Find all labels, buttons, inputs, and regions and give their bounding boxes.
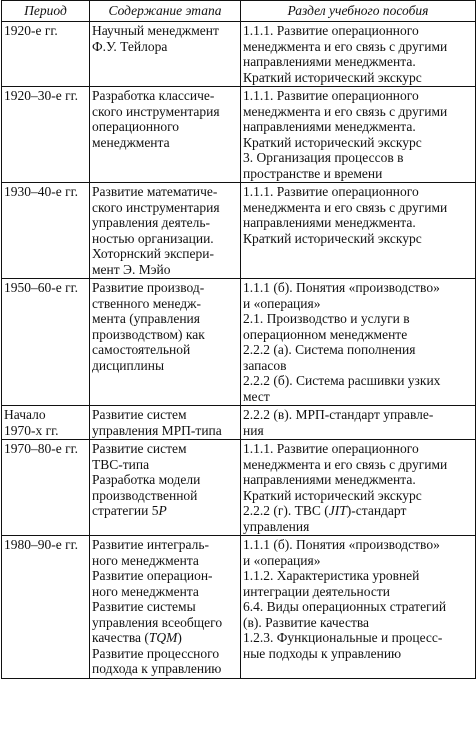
period-cell-line: 1930–40-е гг. [4, 184, 79, 199]
header-section: Раздел учебного пособия [241, 1, 476, 22]
content-cell-line: ственного менедж- [92, 295, 201, 311]
section-cell-line: (в). Развитие качества [243, 614, 370, 630]
section-cell-line: 1.1.1 (б). Понятия «производство» [243, 537, 440, 552]
header-row [2, 1, 476, 22]
content-cell-line: Разработка модели [92, 472, 201, 487]
content-cell-line: управления деятель- [92, 215, 211, 230]
table-row [2, 183, 476, 279]
content-cell-line: ного менеджмента [92, 552, 199, 568]
content-cell-line: Развитие процессного [92, 645, 220, 661]
section-cell-line: ные подходы к управлению [243, 645, 402, 661]
header-content: Содержание этапа [90, 1, 241, 22]
section-cell-line: 2.2.2 (в). МРП-стандарт управле- [243, 407, 434, 422]
section-cell-line: ния [243, 422, 264, 438]
section-cell-line: Краткий исторический экскурс [243, 230, 422, 246]
section-cell-line: 1.1.1. Развитие операционного [243, 441, 419, 456]
section-cell-line: мест [243, 388, 270, 404]
content-cell-line: Развитие системы [92, 599, 196, 614]
section-cell-line: направлениями менеджмента. [243, 119, 416, 134]
content-cell-line: Разработка классиче- [92, 88, 215, 103]
content-cell-line: Развитие систем [92, 407, 187, 422]
period-cell-line: 1970–80-е гг. [4, 441, 79, 456]
content-cell-line: качества (TQM) [92, 630, 182, 645]
period-cell-line: 1980–90-е гг. [4, 537, 79, 552]
content-cell-line: ТВС-типа [92, 456, 150, 472]
period-cell [2, 183, 90, 279]
content-cell-line: Развитие математиче- [92, 184, 218, 199]
section-cell-line: и «операция» [243, 552, 321, 568]
section-cell [241, 22, 476, 87]
content-cell-line: управления всеобщего [92, 614, 223, 630]
section-cell-line: 1.2.3. Функциональные и процесс- [243, 630, 443, 645]
content-cell-line: операционного [92, 119, 180, 134]
table-row [2, 22, 476, 87]
section-cell-line: менеджмента и его связь с другими [243, 456, 448, 472]
section-cell-line: 2.2.2 (б). Система расшивки узких [243, 373, 441, 388]
content-cell-line: дисциплины [92, 357, 165, 373]
section-cell-line: 1.1.1 (б). Понятия «производство» [243, 280, 440, 295]
content-cell-line: ского инструментария [92, 103, 220, 119]
content-cell-line: Развитие производ- [92, 280, 205, 295]
section-cell-line: 2.2.2 (г). ТВС (JIT)-стандарт [243, 503, 407, 518]
section-cell-line: 2.1. Производство и услуги в [243, 311, 410, 326]
content-cell-line: менеджмента [92, 134, 170, 150]
header-period: Период [2, 1, 90, 22]
table-row [2, 406, 476, 440]
content-cell-line: Развитие операцион- [92, 568, 213, 583]
section-cell [241, 536, 476, 679]
content-cell-line: мент Э. Мэйо [92, 261, 171, 277]
period-cell [2, 279, 90, 406]
section-cell-line: операционном менеджменте [243, 326, 408, 342]
content-cell-line: управления МРП-типа [92, 422, 222, 438]
period-cell-line: 1920–30-е гг. [4, 88, 79, 103]
period-cell [2, 536, 90, 679]
content-cell-line: производством) как [92, 326, 205, 342]
section-cell-line: направлениями менеджмента. [243, 54, 416, 69]
section-cell-line: 3. Организация процессов в [243, 150, 404, 165]
content-cell-line: Развитие систем [92, 441, 187, 456]
content-cell-line: Хоторнский экспери- [92, 246, 214, 261]
content-cell-line: самостоятельной [92, 342, 191, 357]
period-cell-line: 1950–60-е гг. [4, 280, 79, 295]
section-cell-line: пространстве и времени [243, 165, 383, 181]
content-cell-line: стратегии 5P [92, 503, 167, 518]
table-body [2, 22, 476, 679]
section-cell-line: менеджмента и его связь с другими [243, 38, 448, 54]
section-cell-line: 6.4. Виды операционных стратегий [243, 599, 447, 614]
table-row [2, 87, 476, 183]
section-cell [241, 279, 476, 406]
section-cell-line: 2.2.2 (а). Система пополнения [243, 342, 416, 357]
content-cell-line: ского инструментария [92, 199, 220, 215]
content-cell [90, 87, 241, 183]
content-cell-line: мента (управления [92, 311, 200, 326]
section-cell-line: направлениями менеджмента. [243, 472, 416, 487]
content-cell-line: производственной [92, 487, 198, 503]
content-cell-line: Развитие интеграль- [92, 537, 210, 552]
section-cell-line: Краткий исторический экскурс [243, 487, 422, 503]
section-cell-line: направлениями менеджмента. [243, 215, 416, 230]
section-cell [241, 406, 476, 440]
content-cell [90, 440, 241, 536]
content-cell [90, 22, 241, 87]
period-cell [2, 406, 90, 440]
content-cell [90, 183, 241, 279]
history-table [1, 0, 476, 679]
section-cell-line: менеджмента и его связь с другими [243, 199, 448, 215]
section-cell-line: 1.1.1. Развитие операционного [243, 88, 419, 103]
section-cell-line: запасов [243, 357, 287, 373]
section-cell-line: 1.1.1. Развитие операционного [243, 184, 419, 199]
period-cell-line: 1970-х гг. [4, 422, 59, 438]
section-cell-line: и «операция» [243, 295, 321, 311]
content-cell-line: ного менеджмента [92, 583, 199, 599]
section-cell [241, 440, 476, 536]
section-cell-line: управления [243, 518, 310, 534]
period-cell [2, 87, 90, 183]
section-cell-line: Краткий исторический экскурс [243, 134, 422, 150]
content-cell [90, 406, 241, 440]
period-cell-line: 1920-е гг. [4, 23, 58, 38]
content-cell-line: Научный менеджмент [92, 23, 219, 38]
period-cell [2, 440, 90, 536]
section-cell-line: интеграции деятельности [243, 583, 390, 599]
section-cell-line: 1.1.1. Развитие операционного [243, 23, 419, 38]
period-cell [2, 22, 90, 87]
section-cell [241, 87, 476, 183]
table-row [2, 440, 476, 536]
content-cell-line: ностью организации. [92, 230, 214, 246]
table-row [2, 279, 476, 406]
section-cell [241, 183, 476, 279]
content-cell-line: Ф.У. Тейлора [92, 38, 168, 54]
content-cell-line: подхода к управлению [92, 661, 222, 676]
section-cell-line: Краткий исторический экскурс [243, 69, 422, 85]
period-cell-line: Начало [4, 407, 46, 422]
section-cell-line: 1.1.2. Характеристика уровней [243, 568, 420, 583]
table-row [2, 536, 476, 679]
section-cell-line: менеджмента и его связь с другими [243, 103, 448, 119]
content-cell [90, 279, 241, 406]
content-cell [90, 536, 241, 679]
